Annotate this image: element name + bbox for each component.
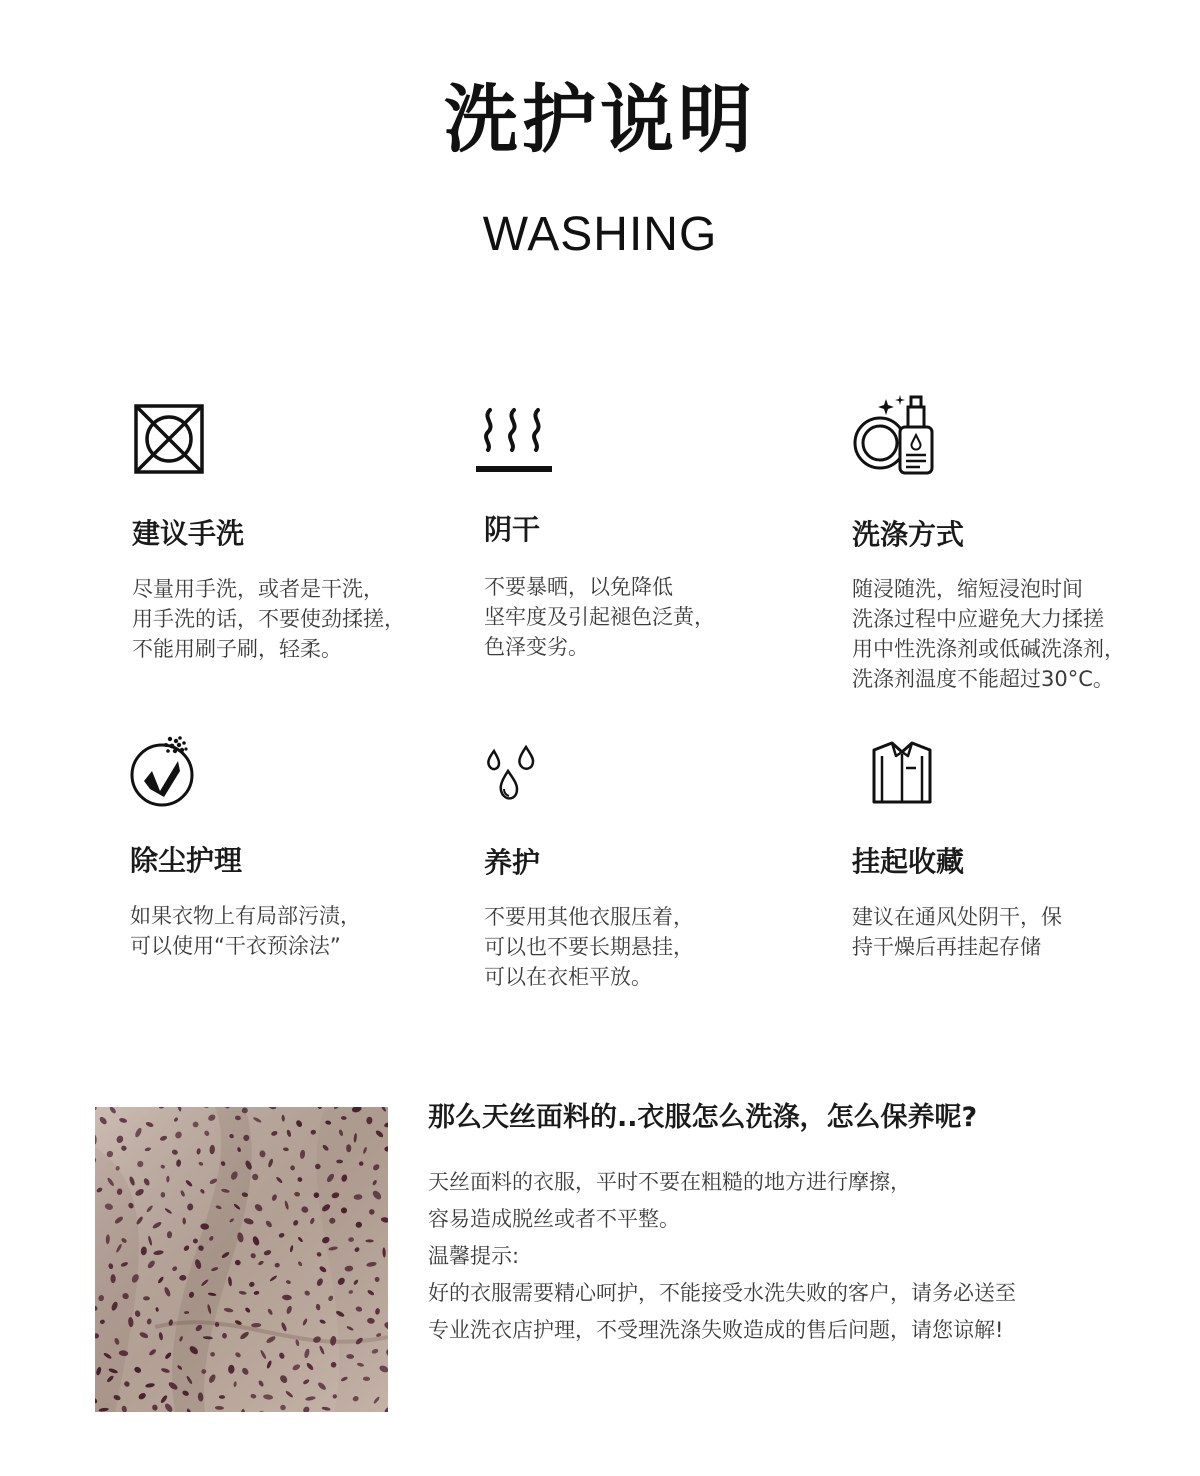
description-line: 用中性洗涤剂或低碱洗涤剂，	[852, 637, 1125, 661]
answer-line: 天丝面料的衣服，平时不要在粗糙的地方进行摩擦，	[428, 1170, 911, 1194]
description-line: 洗涤过程中应避免大力揉搓	[852, 607, 1104, 631]
page-title: 洗护说明	[444, 77, 756, 163]
page-subtitle: WASHING	[482, 208, 718, 261]
care-item-title: 洗涤方式	[852, 518, 965, 551]
description-line: 不要暴晒，以免降低	[484, 575, 673, 599]
answer-line: 容易造成脱丝或者不平整。	[428, 1207, 680, 1231]
description-line: 随浸随洗，缩短浸泡时间	[852, 577, 1083, 601]
fabric-photo	[95, 1107, 388, 1412]
description-line: 可以也不要长期悬挂，	[484, 935, 694, 959]
care-item-title: 挂起收藏	[852, 845, 965, 878]
care-item-description	[130, 901, 361, 961]
description-line: 用手洗的话，不要使劲揉搓，	[132, 607, 405, 631]
care-item-title: 建议手洗	[132, 517, 245, 550]
description-line: 如果衣物上有局部污渍，	[130, 904, 361, 928]
care-item-title: 阴干	[484, 513, 541, 546]
faq-question: 那么天丝面料的..衣服怎么洗涤，怎么保养呢?	[428, 1102, 978, 1133]
description-line: 色泽变劣。	[484, 635, 589, 659]
care-item-description	[852, 574, 1125, 694]
care-item-title: 除尘护理	[130, 844, 243, 877]
answer-line: 专业洗衣店护理，不受理洗涤失败造成的售后问题，请您谅解!	[428, 1318, 1004, 1342]
description-line: 尽量用手洗，或者是干洗，	[132, 577, 384, 601]
hand-wash-no-machine-icon	[132, 402, 208, 478]
care-item-title: 养护	[484, 846, 541, 879]
description-line: 可以在衣柜平放。	[484, 965, 652, 989]
answer-line: 好的衣服需要精心呵护，不能接受水洗失败的客户，请务必送至	[428, 1281, 1016, 1305]
answer-line: 温馨提示:	[428, 1244, 520, 1268]
care-item-description	[852, 902, 1062, 962]
hanging-shirt-icon	[870, 740, 934, 806]
care-item-description	[484, 902, 694, 992]
care-item-description	[132, 574, 405, 664]
description-line: 坚牢度及引起褪色泛黄，	[484, 605, 715, 629]
description-line: 持干燥后再挂起存储	[852, 935, 1041, 959]
description-line: 不要用其他衣服压着，	[484, 905, 694, 929]
description-line: 不能用刷子刷，轻柔。	[132, 637, 342, 661]
detergent-bottle-icon	[852, 393, 938, 477]
shade-dry-icon	[474, 402, 554, 478]
care-item-description	[484, 572, 715, 662]
water-drops-icon	[484, 745, 544, 807]
description-line: 洗涤剂温度不能超过30°C。	[852, 667, 1114, 691]
faq-answer	[428, 1164, 1016, 1349]
description-line: 可以使用“干衣预涂法”	[130, 934, 341, 958]
dust-removal-icon	[130, 735, 200, 807]
leopard-print-fabric-photo	[95, 1107, 388, 1412]
description-line: 建议在通风处阴干，保	[852, 905, 1062, 929]
